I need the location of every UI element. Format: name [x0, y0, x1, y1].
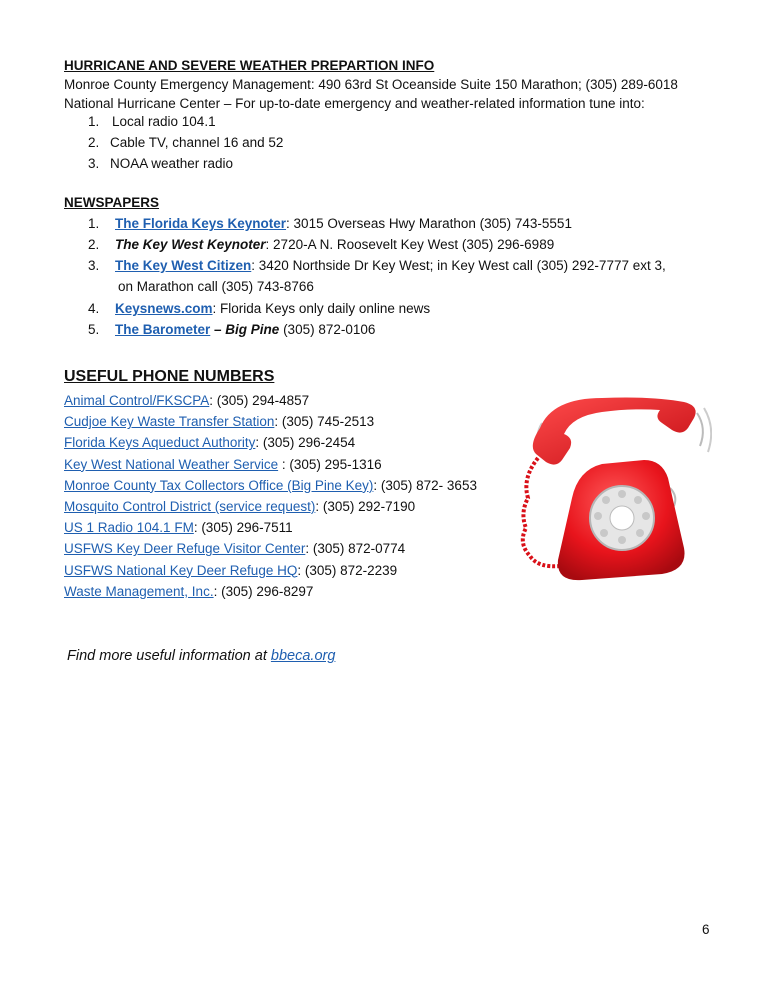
- newspapers-heading: NEWSPAPERS: [64, 195, 160, 210]
- phone-number: : (305) 296-7511: [193, 520, 293, 536]
- newspaper-link[interactable]: The Key West Citizen: [115, 258, 252, 273]
- phone-number: : (305) 294-4857: [209, 393, 310, 408]
- phone-row: [64, 477, 477, 494]
- phone-number: : (305) 292-7190: [315, 499, 416, 514]
- phone-number: : (305) 296-8297: [213, 583, 314, 599]
- list-number: 4.: [88, 301, 100, 316]
- newspaper-details: : Florida Keys only daily online news: [212, 301, 431, 316]
- list-number: 1.: [88, 216, 100, 231]
- phone-number: : (305) 872-2239: [297, 562, 398, 578]
- list-item: [115, 301, 430, 316]
- dash: –: [210, 322, 226, 337]
- phone-row: [64, 498, 415, 515]
- footer-text: Find more useful information at: [67, 648, 271, 664]
- phone-row: [64, 392, 309, 409]
- newspaper-details: : 3015 Overseas Hwy Marathon (305) 743-5551: [286, 216, 572, 231]
- phone-number: : (305) 872- 3653: [373, 477, 477, 493]
- newspaper-link[interactable]: The Florida Keys Keynoter: [115, 216, 287, 231]
- phone-link[interactable]: USFWS Key Deer Refuge Visitor Center: [64, 541, 306, 557]
- list-number: 3.: [88, 258, 100, 273]
- list-item: [115, 216, 572, 231]
- footer-line: [67, 648, 335, 664]
- newspaper-name: The Key West Keynoter: [115, 237, 266, 252]
- list-number: 1.: [88, 114, 100, 129]
- list-number: 3.: [88, 156, 100, 171]
- phone-link[interactable]: Florida Keys Aqueduct Authority: [64, 435, 256, 451]
- phone-row: [64, 540, 405, 557]
- hurricane-center-line: National Hurricane Center – For up-to-date emergency and weather-related information tune into:: [64, 96, 645, 111]
- newspaper-link[interactable]: Keysnews.com: [115, 301, 213, 316]
- phone-row: [64, 434, 355, 451]
- list-item: [115, 237, 554, 252]
- phone-number: : (305) 872-0774: [305, 541, 406, 557]
- phone-link[interactable]: USFWS National Key Deer Refuge HQ: [64, 562, 298, 578]
- list-number: 5.: [88, 322, 100, 337]
- list-item: Cable TV, channel 16 and 52: [110, 135, 284, 150]
- phone-link[interactable]: Cudjoe Key Waste Transfer Station: [64, 414, 275, 430]
- red-rotary-telephone-icon: [512, 388, 712, 593]
- phone-row: [64, 519, 293, 536]
- phone-row: [64, 413, 374, 430]
- newspaper-details: (305) 872-0106: [279, 322, 376, 337]
- phone-link[interactable]: Mosquito Control District (service request): [64, 499, 316, 514]
- phone-row: [64, 456, 382, 473]
- phone-row: [64, 583, 313, 600]
- page-number: 6: [702, 922, 710, 937]
- phone-row: [64, 562, 397, 579]
- phone-link[interactable]: US 1 Radio 104.1 FM: [64, 520, 194, 536]
- list-item-continuation: on Marathon call (305) 743-8766: [118, 279, 314, 294]
- phones-heading: USEFUL PHONE NUMBERS: [64, 368, 275, 385]
- bbeca-link[interactable]: bbeca.org: [270, 648, 336, 664]
- list-item: Local radio 104.1: [112, 114, 216, 129]
- list-item: [115, 258, 666, 273]
- list-item: [115, 322, 375, 337]
- emergency-management-line: Monroe County Emergency Management: 490 63rd St Oceanside Suite 150 Marathon; (305) 289-6018: [64, 77, 678, 92]
- newspaper-details: : 2720-A N. Roosevelt Key West (305) 296-6989: [265, 237, 555, 252]
- phone-link[interactable]: Monroe County Tax Collectors Office (Big Pine Key): [64, 477, 374, 493]
- phone-number: : (305) 296-2454: [255, 435, 356, 451]
- list-number: 2.: [88, 135, 100, 150]
- list-item: NOAA weather radio: [110, 156, 234, 171]
- phone-link[interactable]: Waste Management, Inc.: [64, 583, 214, 599]
- phone-number: : (305) 745-2513: [274, 414, 375, 430]
- phone-link[interactable]: Animal Control/FKSCPA: [64, 393, 210, 408]
- hurricane-heading: HURRICANE AND SEVERE WEATHER PREPARTION INFO: [64, 58, 435, 73]
- phone-link[interactable]: Key West National Weather Service: [64, 456, 279, 472]
- phone-number: : (305) 295-1316: [278, 456, 382, 472]
- list-number: 2.: [88, 237, 100, 252]
- location-label: Big Pine: [225, 322, 280, 337]
- newspaper-details: : 3420 Northside Dr Key West; in Key West call (305) 292-7777 ext 3,: [251, 258, 666, 273]
- newspaper-link[interactable]: The Barometer: [115, 322, 211, 337]
